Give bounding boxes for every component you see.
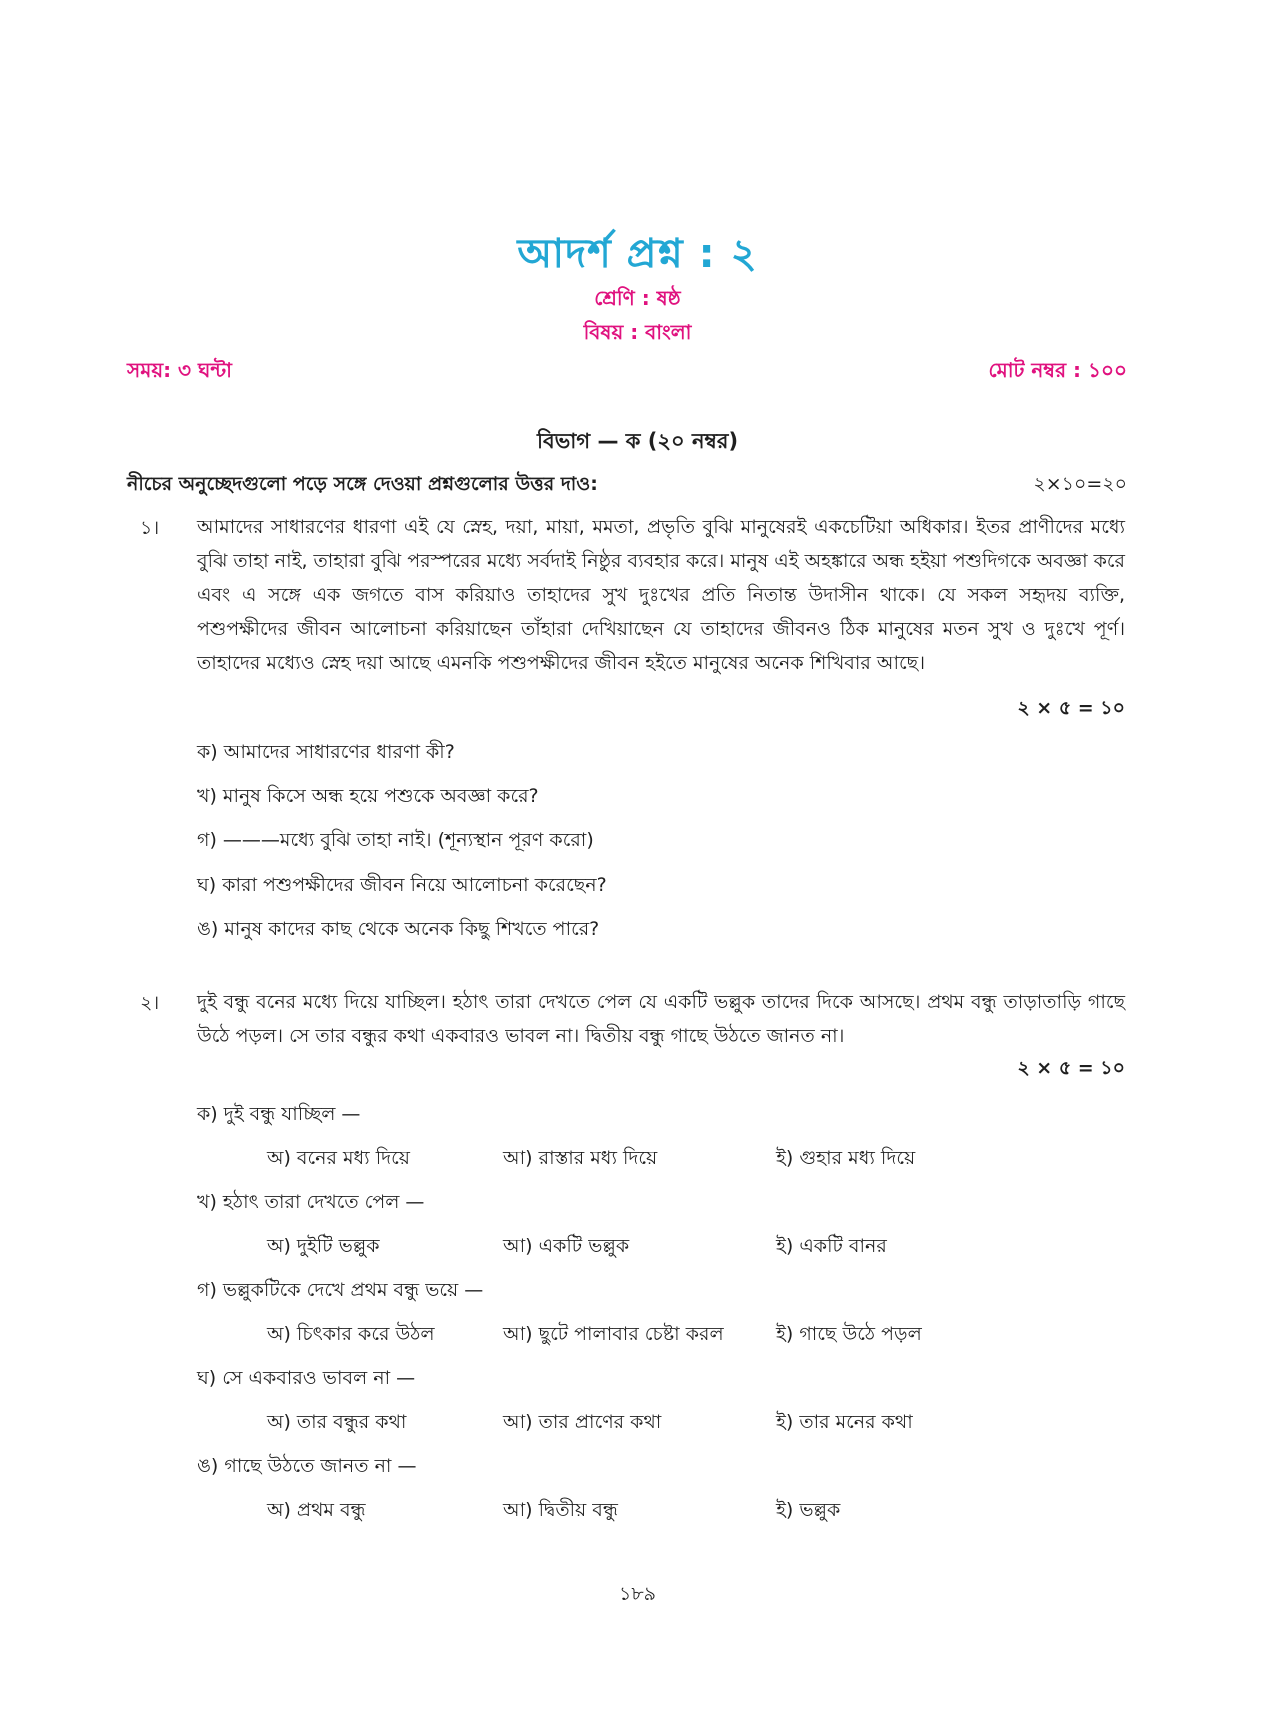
question-1-passage: আমাদের সাধারণের ধারণা এই যে স্নেহ, দয়া, মায়া, মমতা, প্রভৃতি বুঝি মানুষেরই একচেটিয়া অধিকার। ইতর প্রাণীদের মধ্যে বুঝি তাহা নাই, তাহারা বুঝি পরস্পরের মধ্যে সর্বদাই নিষ্ঠুর ব্যবহার করে। মানুষ এই অহঙ্কারে অন্ধ হইয়া পশুদিগকে অবজ্ঞা করে এবং এ সঙ্গে এক জগতে বাস করিয়াও তাহাদের সুখ দুঃখের প্রতি নিতান্ত উদাসীন থাকে। যে সকল সহৃদয় ব্যক্তি, পশুপক্ষীদের জীবন আলোচনা করিয়াছেন তাঁহারা দেখিয়াছেন যে তাহাদের জীবনও ঠিক মানুষের মতন সুখ ও দুঃখে পূর্ণ। তাহাদের মধ্যেও স্নেহ দয়া আছে এমনকি পশুপক্ষীদের জীবন হইতে মানুষের অনেক শিখিবার আছে। bbox=[197, 516, 1125, 674]
option: ই) তার মনের কথা bbox=[776, 1411, 913, 1433]
class-line: শ্রেণি : ষষ্ঠ bbox=[594, 286, 681, 310]
q2-subquestion: ক) দুই বন্ধু যাচ্ছিল — bbox=[197, 1103, 361, 1125]
q2-subquestion: ঙ) গাছে উঠতে জানত না — bbox=[197, 1455, 417, 1477]
option: আ) ছুটে পালাবার চেষ্টা করল bbox=[503, 1323, 724, 1345]
instruction bbox=[127, 470, 1127, 502]
q1-subquestion: গ) ———মধ্যে বুঝি তাহা নাই। (শূন্যস্থান পূরণ করো) bbox=[197, 829, 594, 851]
question-1-marks: ২ × ৫ = ১০ bbox=[1017, 697, 1125, 719]
instruction-marks: ২×১০=২০ bbox=[1033, 473, 1127, 495]
question-2-marks: ২ × ৫ = ১০ bbox=[1017, 1057, 1125, 1079]
question-1-number: ১। bbox=[140, 517, 160, 539]
q2-subquestion: খ) হঠাৎ তারা দেখতে পেল — bbox=[197, 1191, 425, 1213]
question-2-passage: দুই বন্ধু বনের মধ্যে দিয়ে যাচ্ছিল। হঠাৎ তারা দেখতে পেল যে একটি ভল্লুক তাদের দিকে আসছে। প্রথম বন্ধু তাড়াতাড়ি গাছে উঠে পড়ল। সে তার বন্ধুর কথা একবারও ভাবল না। দ্বিতীয় বন্ধু গাছে উঠতে জানত না। bbox=[197, 991, 1125, 1047]
option: অ) প্রথম বন্ধু bbox=[267, 1499, 366, 1521]
q1-subquestion: খ) মানুষ কিসে অন্ধ হয়ে পশুকে অবজ্ঞা করে? bbox=[197, 785, 539, 807]
page-title: আদর্শ প্রশ্ন : ২ bbox=[517, 231, 758, 277]
q1-subquestion: ঙ) মানুষ কাদের কাছ থেকে অনেক কিছু শিখতে পারে? bbox=[197, 918, 600, 940]
q2-subquestion: গ) ভল্লুকটিকে দেখে প্রথম বন্ধু ভয়ে — bbox=[197, 1279, 484, 1301]
option: আ) রাস্তার মধ্য দিয়ে bbox=[503, 1147, 658, 1169]
q1-subquestion: ক) আমাদের সাধারণের ধারণা কী? bbox=[197, 741, 455, 763]
q1-subquestion: ঘ) কারা পশুপক্ষীদের জীবন নিয়ে আলোচনা করেছেন? bbox=[197, 874, 607, 896]
option: অ) দুইটি ভল্লুক bbox=[267, 1235, 380, 1257]
subject-line: বিষয় : বাংলা bbox=[583, 320, 692, 344]
option: আ) দ্বিতীয় বন্ধু bbox=[503, 1499, 618, 1521]
option: ই) গুহার মধ্য দিয়ে bbox=[776, 1147, 916, 1169]
option: আ) তার প্রাণের কথা bbox=[503, 1411, 662, 1433]
time-label: সময়: ৩ ঘন্টা bbox=[127, 358, 232, 382]
option: ই) ভল্লুক bbox=[776, 1499, 841, 1521]
instruction-text: নীচের অনুচ্ছেদগুলো পড়ে সঙ্গে দেওয়া প্রশ্নগুলোর উত্তর দাও: bbox=[127, 473, 598, 495]
option: ই) গাছে উঠে পড়ল bbox=[776, 1323, 922, 1345]
option: অ) বনের মধ্য দিয়ে bbox=[267, 1147, 410, 1169]
total-marks-label: মোট নম্বর : ১০০ bbox=[988, 358, 1127, 382]
question-2-number: ২। bbox=[140, 992, 160, 1014]
option: ই) একটি বানর bbox=[776, 1235, 887, 1257]
q2-subquestion: ঘ) সে একবারও ভাবল না — bbox=[197, 1367, 416, 1389]
page-number: ১৮৯ bbox=[619, 1583, 656, 1605]
option: অ) চিৎকার করে উঠল bbox=[267, 1323, 435, 1345]
option: আ) একটি ভল্লুক bbox=[503, 1235, 630, 1257]
section-heading: বিভাগ — ক (২০ নম্বর) bbox=[536, 429, 739, 453]
option: অ) তার বন্ধুর কথা bbox=[267, 1411, 407, 1433]
